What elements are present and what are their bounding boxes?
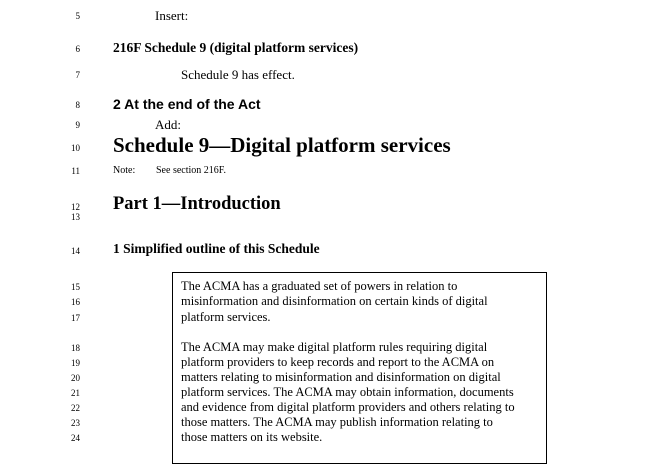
outline-line: those matters on its website. [181, 430, 323, 444]
line-number: 6 [75, 44, 80, 54]
outline-line: platform services. [181, 310, 271, 324]
line-number: 9 [75, 120, 80, 130]
line-number: 23 [71, 418, 80, 428]
line-number: 17 [71, 313, 80, 323]
line-number: 20 [71, 373, 80, 383]
line-number: 22 [71, 403, 80, 413]
outline-line: misinformation and disinformation on certain kinds of digital [181, 294, 488, 308]
add-instruction: Add: [155, 117, 181, 132]
insert-instruction: Insert: [155, 8, 189, 23]
line-number: 14 [71, 246, 80, 256]
outline-line: The ACMA has a graduated set of powers in relation to [181, 279, 458, 293]
amendment-text: Schedule 9 has effect. [181, 67, 295, 82]
outline-line: matters relating to misinformation and disinformation on digital [181, 370, 501, 384]
item-heading: 2 At the end of the Act [113, 96, 261, 112]
schedule-title: Schedule 9—Digital platform services [113, 133, 451, 157]
outline-line: platform services. The ACMA may obtain information, documents [181, 385, 514, 399]
outline-line: platform providers to keep records and report to the ACMA on [181, 355, 495, 369]
line-number: 24 [71, 433, 80, 443]
note [113, 165, 226, 176]
line-number: 19 [71, 358, 80, 368]
amendment-heading: 216F Schedule 9 (digital platform services) [113, 40, 359, 55]
line-number: 11 [71, 166, 80, 176]
line-number: 21 [71, 388, 80, 398]
note-text: See section 216F. [156, 165, 227, 176]
line-number: 12 [71, 202, 80, 212]
line-number: 18 [71, 343, 80, 353]
line-number: 10 [71, 143, 80, 153]
outline-line: and evidence from digital platform providers and others relating to [181, 400, 515, 414]
outline-line: those matters. The ACMA may publish information relating to [181, 415, 493, 429]
outline-line: The ACMA may make digital platform rules requiring digital [181, 340, 488, 354]
note-label: Note: [113, 165, 136, 176]
section-heading: 1 Simplified outline of this Schedule [113, 241, 320, 256]
line-number: 13 [71, 212, 80, 222]
line-number: 5 [75, 11, 80, 21]
line-number: 16 [71, 297, 80, 307]
line-number: 7 [75, 70, 80, 80]
part-title: Part 1—Introduction [113, 194, 281, 214]
line-number: 8 [75, 100, 80, 110]
line-number: 15 [71, 282, 80, 292]
